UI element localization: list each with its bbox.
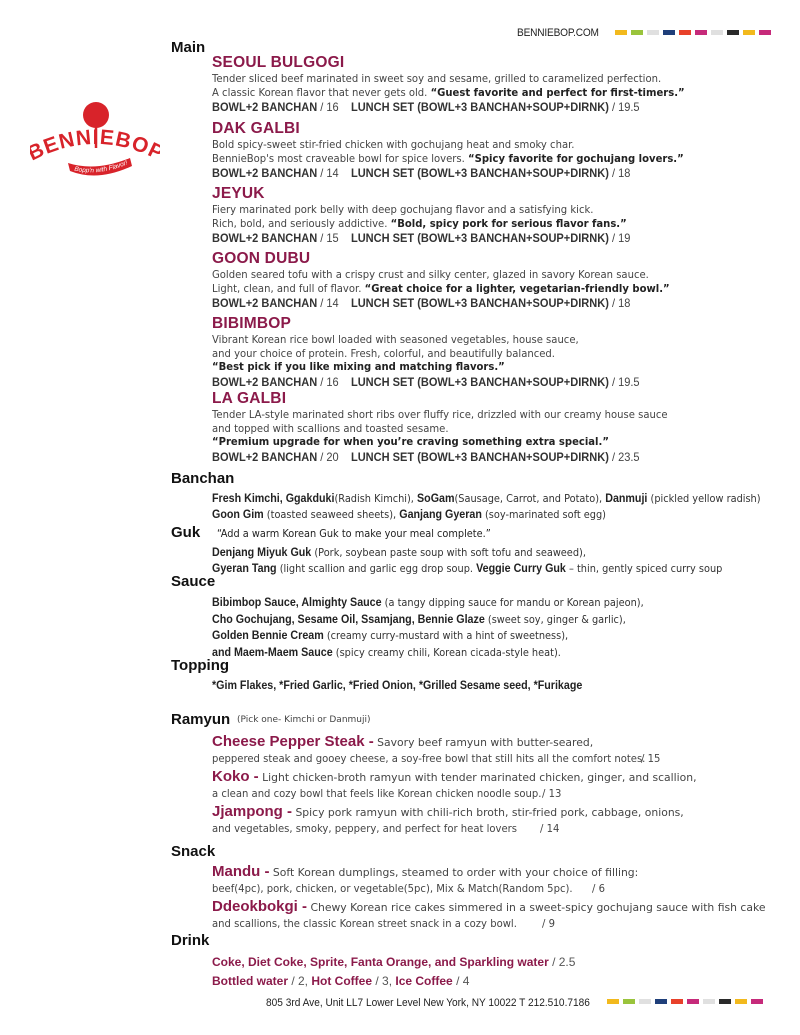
- dish-quote: “Spicy favorite for gochujang lovers.”: [468, 151, 684, 165]
- section-title-snack: Snack: [171, 843, 216, 860]
- lunch-set-label: LUNCH SET (BOWL+3 BANCHAN+SOUP+DIRNK): [350, 231, 612, 245]
- item-name: and Maem-Maem Sauce: [212, 646, 333, 659]
- bowl-label: BOWL+2 BANCHAN: [212, 166, 321, 180]
- dish-prices: [212, 231, 630, 245]
- menu-item-line-1: [212, 898, 765, 916]
- bowl-label: BOWL+2 BANCHAN: [212, 231, 321, 245]
- menu-item-description: Soft Korean dumplings, steamed to order with your choice of filling:: [269, 866, 639, 879]
- menu-item-price: / 9: [542, 917, 555, 930]
- dish-description: Golden seared tofu with a crispy crust and silky center, glazed in savory Korean sauce.: [212, 268, 649, 281]
- item-detail: (creamy curry-mustard with a hint of sweetness),: [323, 630, 569, 642]
- bowl-price: / 16: [320, 374, 339, 389]
- item-detail: (light scallion and garlic egg drop soup.: [276, 563, 477, 575]
- section-title-banchan: Banchan: [171, 470, 235, 487]
- drink-price: / 2,: [291, 974, 312, 988]
- menu-item-line-1: [212, 803, 684, 821]
- banchan-line-2: [212, 507, 606, 523]
- item-detail: (pickled yellow radish): [647, 493, 761, 505]
- menu-item-line-1: [212, 733, 593, 751]
- item-detail: (a tangy dipping sauce for mandu or Korean pajeon),: [381, 597, 644, 609]
- bowl-label: BOWL+2 BANCHAN: [212, 374, 321, 389]
- lunch-set-price: / 18: [611, 296, 631, 310]
- section-title-main: Main: [171, 39, 206, 56]
- section-title-sauce: Sauce: [171, 573, 216, 590]
- lunch-set-label: LUNCH SET (BOWL+3 BANCHAN+SOUP+DIRNK): [350, 100, 612, 114]
- stripe-swatch: [751, 999, 763, 1004]
- stripe-swatch: [695, 30, 707, 35]
- menu-item-name: Cheese Pepper Steak -: [212, 733, 374, 750]
- item-name: Cho Gochujang, Sesame Oil, Ssamjang, Bennie Glaze: [212, 613, 485, 626]
- lunch-set-label: LUNCH SET (BOWL+3 BANCHAN+SOUP+DIRNK): [350, 449, 612, 464]
- item-name: Goon Gim: [212, 509, 264, 521]
- menu-item-line-2: peppered steak and gooey cheese, a soy-free bowl that still hits all the comfort notes.: [212, 752, 646, 765]
- stripe-swatch: [655, 999, 667, 1004]
- menu-item-price: / 13: [542, 787, 562, 800]
- bowl-price: / 16: [320, 100, 339, 114]
- bowl-price: / 14: [320, 166, 339, 180]
- item-detail: (spicy creamy chili, Korean cicada-style heat).: [332, 646, 561, 659]
- stripe-swatch: [679, 30, 691, 35]
- site-url[interactable]: BENNIEBOP.COM: [517, 27, 599, 39]
- color-stripe-bottom: [607, 999, 763, 1004]
- menu-item-description: Chewy Korean rice cakes simmered in a sweet-spicy gochujang sauce with fish cake: [307, 901, 766, 914]
- dish-quote: “Guest favorite and perfect for first-timers.”: [430, 85, 685, 99]
- stripe-swatch: [719, 999, 731, 1004]
- dish-description-text: and topped with scallions and toasted sesame.: [212, 421, 449, 435]
- item-detail: – thin, gently spiced curry soup: [565, 563, 723, 575]
- dish-name: JEYUK: [212, 185, 265, 202]
- benniebop-logo: [30, 100, 160, 180]
- stripe-swatch: [623, 999, 635, 1004]
- item-name: Ganjang Gyeran: [399, 509, 482, 521]
- bowl-label: BOWL+2 BANCHAN: [212, 100, 321, 114]
- dish-description: Tender LA-style marinated short ribs over fluffy rice, drizzled with our creamy house sauce: [212, 408, 668, 421]
- menu-item-line-2: a clean and cozy bowl that feels like Korean chicken noodle soup.: [212, 787, 542, 800]
- item-detail: (toasted seaweed sheets),: [263, 509, 400, 521]
- menu-item-line-2: and vegetables, smoky, peppery, and perfect for heat lovers: [212, 822, 518, 835]
- dish-description: [212, 86, 685, 100]
- item-detail: (soy-marinated soft egg): [481, 509, 607, 521]
- guk-line-2: [212, 561, 722, 577]
- drink-sodas: Coke, Diet Coke, Sprite, Fanta Orange, and Sparkling water: [212, 955, 549, 969]
- item-detail: (sweet soy, ginger & garlic),: [484, 613, 626, 626]
- dish-description: Tender sliced beef marinated in sweet soy and sesame, grilled to caramelized perfection.: [212, 72, 662, 85]
- guk-note: “Add a warm Korean Guk to make your meal complete.”: [217, 528, 491, 540]
- dish-description-text: Light, clean, and full of flavor.: [212, 281, 365, 295]
- dish-quote: “Great choice for a lighter, vegetarian-friendly bowl.”: [364, 281, 670, 295]
- lunch-set-price: / 19: [611, 231, 631, 245]
- drink-line-2: [212, 974, 469, 988]
- lunch-set-label: LUNCH SET (BOWL+3 BANCHAN+SOUP+DIRNK): [350, 374, 612, 389]
- dish-description: [212, 217, 627, 231]
- item-detail: (Radish Kimchi),: [334, 493, 418, 505]
- stripe-swatch: [727, 30, 739, 35]
- dish-description-text: Rich, bold, and seriously addictive.: [212, 216, 391, 230]
- section-title-drink: Drink: [171, 932, 210, 949]
- menu-item-description: Spicy pork ramyun with chili-rich broth, stir-fried pork, cabbage, onions,: [292, 806, 684, 819]
- dish-name: BIBIMBOP: [212, 315, 292, 332]
- dish-quote: “Bold, spicy pork for serious flavor fans.”: [390, 216, 627, 230]
- dish-name: DAK GALBI: [212, 120, 300, 137]
- dish-prices: [212, 296, 630, 310]
- drink-name: Hot Coffee: [311, 974, 376, 988]
- ramyun-note: (Pick one- Kimchi or Danmuji): [237, 715, 371, 725]
- drink-name: Bottled water: [212, 974, 292, 988]
- dish-prices: [212, 375, 640, 389]
- dish-description-text: A classic Korean flavor that never gets old.: [212, 85, 431, 99]
- svg-text:BENNIEBOP: ENNIEBO: [40, 125, 153, 160]
- item-name: Golden Bennie Cream: [212, 630, 324, 642]
- dish-prices: [212, 100, 640, 114]
- menu-item-description: Light chicken-broth ramyun with tender marinated chicken, ginger, and scallion,: [258, 771, 697, 784]
- dish-description-text: and your choice of protein. Fresh, colorful, and beautifully balanced.: [212, 346, 556, 360]
- item-name: Gyeran Tang: [212, 563, 277, 575]
- menu-item-line-1: [212, 863, 638, 881]
- stripe-swatch: [647, 30, 659, 35]
- stripe-swatch: [639, 999, 651, 1004]
- dish-description: Vibrant Korean rice bowl loaded with seasoned vegetables, house sauce,: [212, 333, 579, 346]
- guk-line-1: [212, 545, 586, 561]
- menu-item-line-2: beef(4pc), pork, chicken, or vegetable(5pc), Mix & Match(Random 5pc).: [212, 882, 573, 895]
- section-title-topping: Topping: [171, 657, 230, 674]
- menu-item-name: Ddeokbokgi -: [212, 898, 308, 915]
- sauce-line: [212, 645, 561, 661]
- stripe-swatch: [743, 30, 755, 35]
- dish-description: [212, 152, 684, 166]
- dish-description: Bold spicy-sweet stir-fried chicken with gochujang heat and smoky char.: [212, 138, 575, 151]
- lunch-set-price: / 19.5: [611, 100, 640, 114]
- dish-name: LA GALBI: [212, 390, 287, 407]
- dish-name: GOON DUBU: [212, 250, 311, 267]
- lunch-set-price: / 18: [611, 166, 631, 180]
- item-detail: (Pork, soybean paste soup with soft tofu and seaweed),: [311, 547, 586, 559]
- drink-name: Ice Coffee: [395, 974, 457, 988]
- drink-sodas-price: / 2.5: [552, 955, 576, 969]
- dish-quote-text: “Premium upgrade for when you’re craving something extra special.”: [212, 435, 609, 448]
- bowl-label: BOWL+2 BANCHAN: [212, 296, 321, 310]
- dish-description: [212, 282, 670, 296]
- stripe-swatch: [711, 30, 723, 35]
- bowl-label: BOWL+2 BANCHAN: [212, 449, 321, 464]
- dish-prices: [212, 450, 640, 464]
- section-title-ramyun: Ramyun: [171, 711, 231, 728]
- item-name: SoGam: [417, 493, 455, 505]
- stripe-swatch: [607, 999, 619, 1004]
- stripe-swatch: [671, 999, 683, 1004]
- dish-description: Fiery marinated pork belly with deep gochujang flavor and a satisfying kick.: [212, 203, 594, 216]
- stripe-swatch: [663, 30, 675, 35]
- dish-description: [212, 422, 449, 436]
- drink-price: / 3,: [375, 974, 396, 988]
- stripe-swatch: [631, 30, 643, 35]
- menu-item-description: Savory beef ramyun with butter-seared,: [373, 736, 594, 749]
- drink-line-1: [212, 955, 575, 969]
- item-name: Bibimbop Sauce, Almighty Sauce: [212, 597, 382, 609]
- svg-text:Bopp'n with Flavor!: Bopp'n with Flavor!: [73, 159, 129, 175]
- stripe-swatch: [735, 999, 747, 1004]
- menu-item-line-1: [212, 768, 697, 786]
- lunch-set-label: LUNCH SET (BOWL+3 BANCHAN+SOUP+DIRNK): [350, 166, 612, 180]
- section-title-guk: Guk: [171, 524, 201, 541]
- menu-item-name: Mandu -: [212, 863, 270, 880]
- stripe-swatch: [759, 30, 771, 35]
- menu-item-price: / 15: [641, 752, 661, 765]
- footer-address: 805 3rd Ave, Unit LL7 Lower Level New York, NY 10022 T 212.510.7186: [266, 997, 590, 1009]
- menu-item-name: Jjampong -: [212, 803, 293, 820]
- dish-quote: [212, 360, 505, 374]
- drink-price: / 4: [456, 974, 470, 988]
- stripe-swatch: [687, 999, 699, 1004]
- item-name: Veggie Curry Guk: [476, 563, 566, 575]
- item-detail: (Sausage, Carrot, and Potato),: [454, 493, 606, 505]
- topping-list: *Gim Flakes, *Fried Garlic, *Fried Onion, *Grilled Sesame seed, *Furikage: [212, 680, 583, 692]
- bowl-price: / 14: [320, 296, 339, 310]
- dish-quote-text: “Best pick if you like mixing and matching flavors.”: [212, 360, 505, 373]
- stripe-swatch: [703, 999, 715, 1004]
- dish-prices: [212, 166, 630, 180]
- lunch-set-price: / 23.5: [611, 449, 640, 464]
- menu-item-name: Koko -: [212, 768, 259, 785]
- menu-item-price: / 14: [540, 822, 560, 835]
- item-name: Denjang Miyuk Guk: [212, 547, 312, 559]
- stripe-swatch: [615, 30, 627, 35]
- lunch-set-label: LUNCH SET (BOWL+3 BANCHAN+SOUP+DIRNK): [350, 296, 612, 310]
- sauce-line: [212, 612, 626, 628]
- item-name: Danmuji: [605, 493, 648, 505]
- bowl-price: / 20: [320, 449, 339, 464]
- lunch-set-price: / 19.5: [611, 374, 640, 389]
- item-name: Fresh Kimchi, Ggakduki: [212, 493, 335, 505]
- dish-name: SEOUL BULGOGI: [212, 54, 345, 71]
- dish-description: [212, 347, 555, 361]
- dish-quote: [212, 435, 609, 449]
- banchan-line-1: [212, 491, 761, 507]
- dish-description-text: BennieBop's most craveable bowl for spice lovers.: [212, 151, 469, 165]
- bowl-price: / 15: [320, 231, 339, 245]
- logo-graphic: [30, 100, 160, 185]
- color-stripe-top: [615, 30, 771, 35]
- menu-item-line-2: and scallions, the classic Korean street snack in a cozy bowl.: [212, 917, 517, 930]
- sauce-line: [212, 595, 644, 611]
- menu-item-price: / 6: [592, 882, 605, 895]
- sauce-line: [212, 628, 568, 644]
